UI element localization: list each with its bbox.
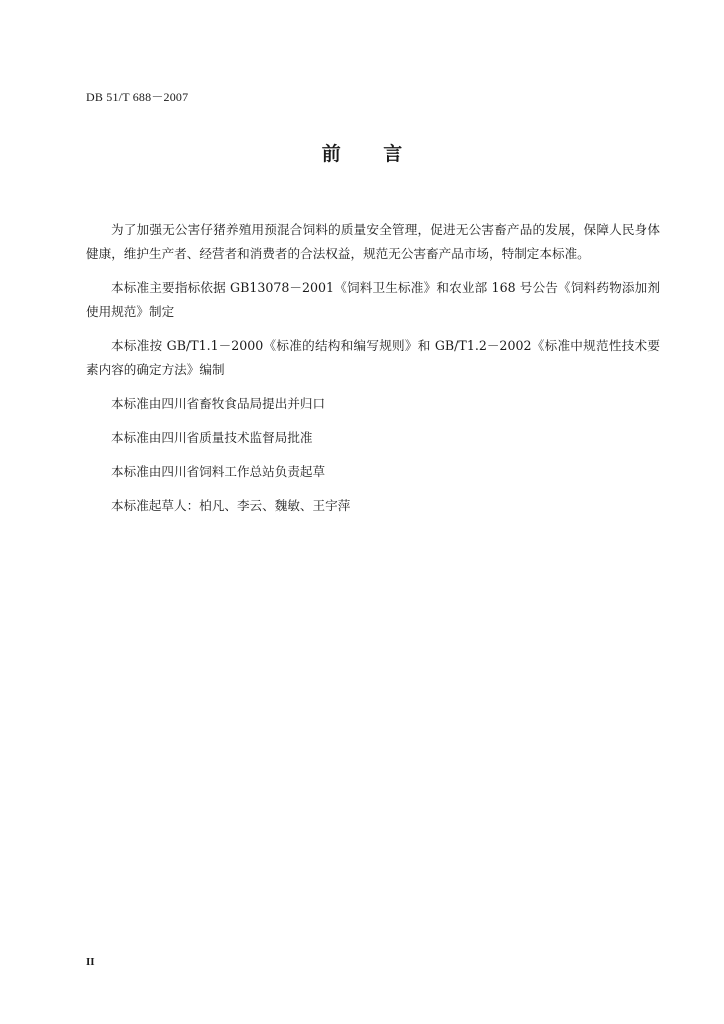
paragraph-approver: 本标准由四川省质量技术监督局批准 (111, 430, 313, 445)
paragraph-drafters: 本标准起草人：柏凡、李云、魏敏、王宇萍 (111, 498, 351, 513)
paragraph-proposer: 本标准由四川省畜牧食品局提出并归口 (111, 396, 326, 411)
page-number: II (86, 956, 95, 968)
paragraph-drafting-unit: 本标准由四川省饲料工作总站负责起草 (111, 464, 326, 479)
page-title: 前 言 (321, 143, 421, 165)
paragraph-basis: 本标准主要指标依据 GB13078－2001《饲料卫生标准》和农业部 168 号公告《饲料药物添加剂使用规范》制定 (86, 280, 660, 319)
standard-code: DB 51/T 688－2007 (86, 90, 189, 104)
paragraph-purpose: 为了加强无公害仔猪养殖用预混合饲料的质量安全管理，促进无公害畜产品的发展，保障人民身体健康，维护生产者、经营者和消费者的合法权益，规范无公害畜产品市场，特制定本标准。 (86, 222, 660, 261)
paragraph-format: 本标准按 GB/T1.1－2000《标准的结构和编写规则》和 GB/T1.2－2002《标准中规范性技术要素内容的确定方法》编制 (86, 338, 660, 377)
foreword-body (86, 218, 660, 528)
